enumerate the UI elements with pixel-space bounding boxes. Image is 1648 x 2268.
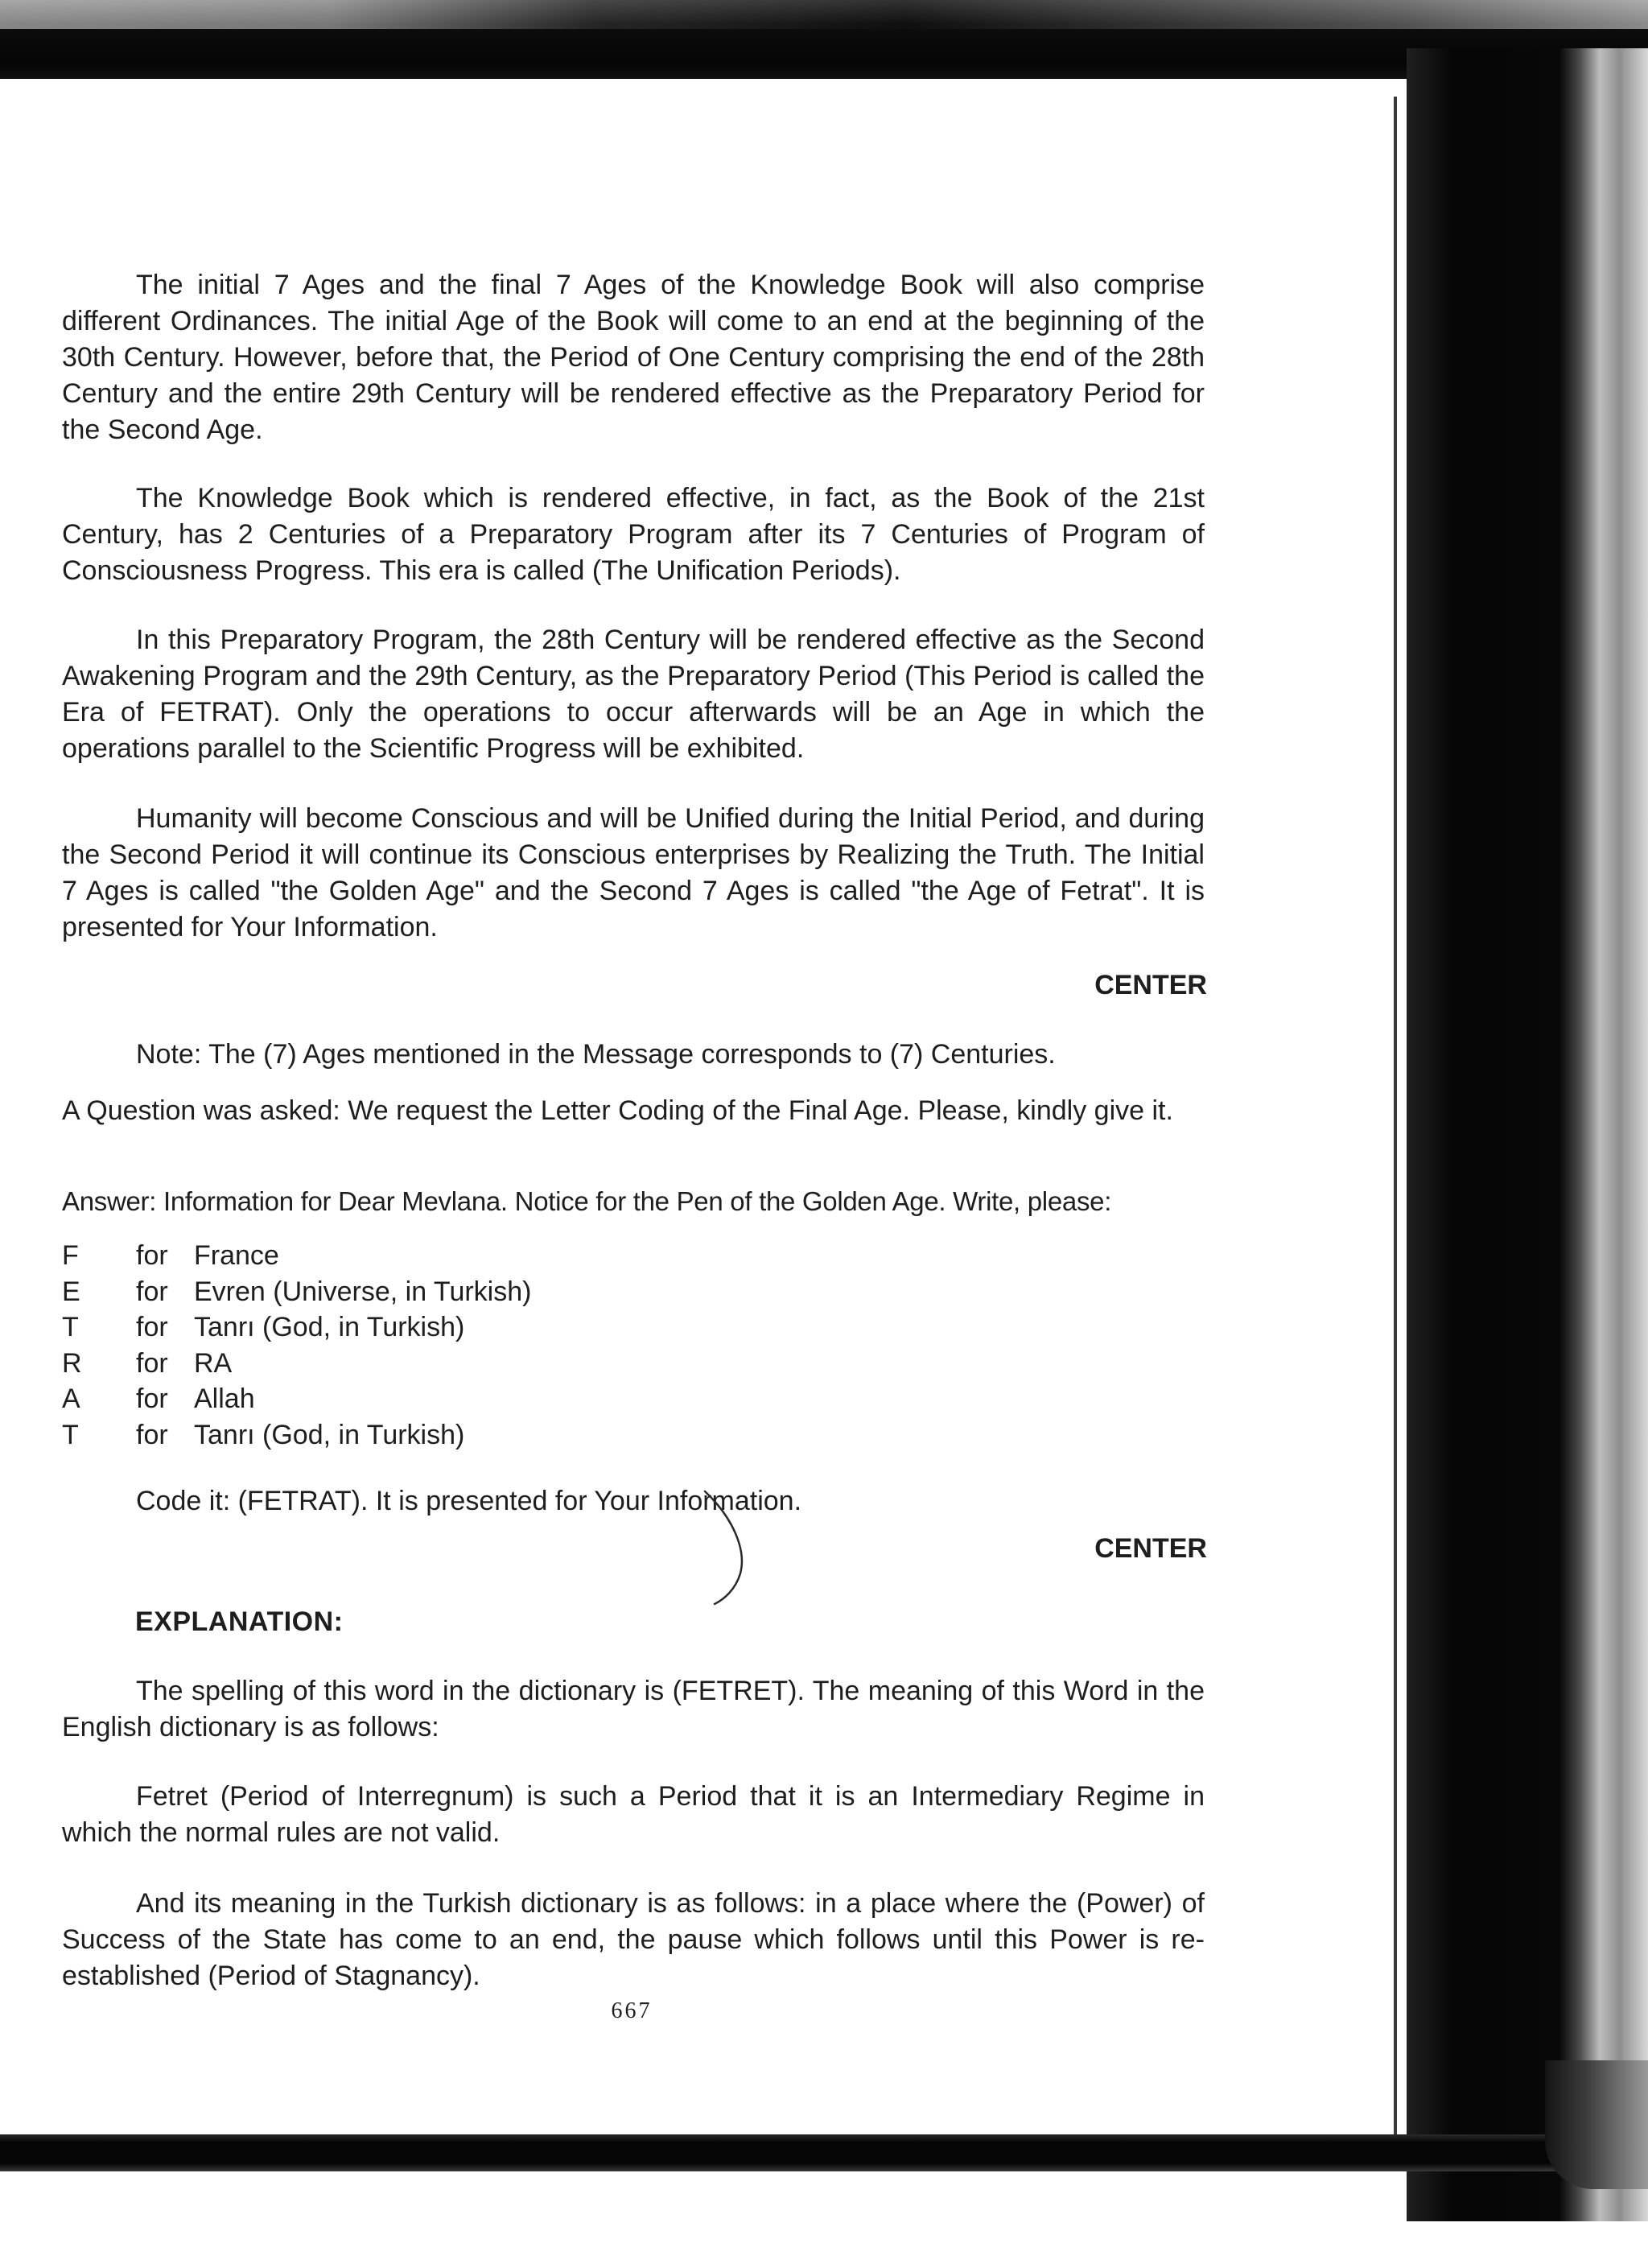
code-letter: T: [62, 1419, 79, 1450]
question-text: A Question was asked: We request the Letter Coding of the Final Age. Please, kindly give it.: [62, 1095, 1173, 1126]
explanation-heading: EXPLANATION:: [135, 1606, 344, 1637]
code-for: for: [136, 1276, 168, 1307]
code-line: Code it: (FETRAT). It is presented for Your Information.: [136, 1486, 802, 1516]
code-for: for: [136, 1419, 168, 1450]
pen-mark-icon: [700, 1485, 756, 1606]
scan-shadow-corner: [1545, 2060, 1648, 2189]
paragraph-2: The Knowledge Book which is rendered effective, in fact, as the Book of the 21st Century, has 2 Centuries of a Preparatory Program after its 7 Centuries of Program of Consciousness Progress. This era is called (The Unification Periods).: [62, 483, 1205, 586]
code-letter: R: [62, 1347, 82, 1379]
signoff-center-2: CENTER: [1094, 1533, 1207, 1564]
signoff-center-1: CENTER: [1094, 970, 1207, 1000]
note-line: Note: The (7) Ages mentioned in the Message corresponds to (7) Centuries.: [136, 1039, 1056, 1070]
answer-text: Answer: Information for Dear Mevlana. Notice for the Pen of the Golden Age. Write, please:: [62, 1186, 1112, 1216]
code-for: for: [136, 1383, 168, 1415]
paragraph-3: In this Preparatory Program, the 28th Century will be rendered effective as the Second Awakening Program and the 29th Century, as the Preparatory Period (This Period is called the Era of FETRAT). Only the operations to occur afterwards will be an Age in which the operations parallel to the Scientific Progress will be exhibited.: [62, 625, 1205, 764]
scan-shadow-right: [1407, 48, 1648, 2221]
paragraph-1: The initial 7 Ages and the final 7 Ages of the Knowledge Book will also comprise different Ordinances. The initial Age of the Book will come to an end at the beginning of the 30th Century. However, before that, the Period of One Century comprising the end of the 28th Century and the entire 29th Century will be rendered effective as the Preparatory Period for the Second Age.: [62, 270, 1205, 445]
list-item: [62, 1238, 531, 1274]
explanation-paragraph-3: And its meaning in the Turkish dictionary is as follows: in a place where the (Power) of Success of the State has come to an end, the pause which follows until this Power is re-established (Period of Stagnancy).: [62, 1888, 1205, 1991]
code-letter: E: [62, 1276, 80, 1307]
code-word: Tanrı (God, in Turkish): [194, 1419, 465, 1450]
code-word: Tanrı (God, in Turkish): [194, 1312, 465, 1343]
code-word: France: [194, 1240, 279, 1271]
explanation-paragraph-2: Fetret (Period of Interregnum) is such a Period that it is an Intermediary Regime in which the normal rules are not valid.: [62, 1781, 1205, 1848]
paragraph-4: Humanity will become Conscious and will be Unified during the Initial Period, and during the Second Period it will continue its Conscious enterprises by Realizing the Truth. The Initial 7 Ages is called "the Golden Age" and the Second 7 Ages is called "the Age of Fetrat". It is presented for Your Information.: [62, 803, 1205, 942]
list-item: [62, 1346, 531, 1382]
code-letter: A: [62, 1383, 80, 1415]
code-word: Allah: [194, 1383, 255, 1415]
code-word: RA: [194, 1347, 233, 1379]
list-item: [62, 1309, 531, 1346]
code-for: for: [136, 1312, 168, 1343]
code-letter: F: [62, 1240, 79, 1271]
list-item: [62, 1381, 531, 1417]
explanation-paragraph-1: The spelling of this word in the dictionary is (FETRET). The meaning of this Word in the English dictionary is as follows:: [62, 1676, 1205, 1742]
scan-shadow-bottom: [0, 2134, 1648, 2171]
code-for: for: [136, 1347, 168, 1379]
list-item: [62, 1274, 531, 1310]
code-word: Evren (Universe, in Turkish): [194, 1276, 532, 1307]
code-letter: T: [62, 1312, 79, 1343]
code-for: for: [136, 1240, 168, 1271]
page-number: 667: [611, 1998, 653, 2023]
list-item: [62, 1417, 531, 1454]
letter-coding-list: [62, 1238, 531, 1454]
